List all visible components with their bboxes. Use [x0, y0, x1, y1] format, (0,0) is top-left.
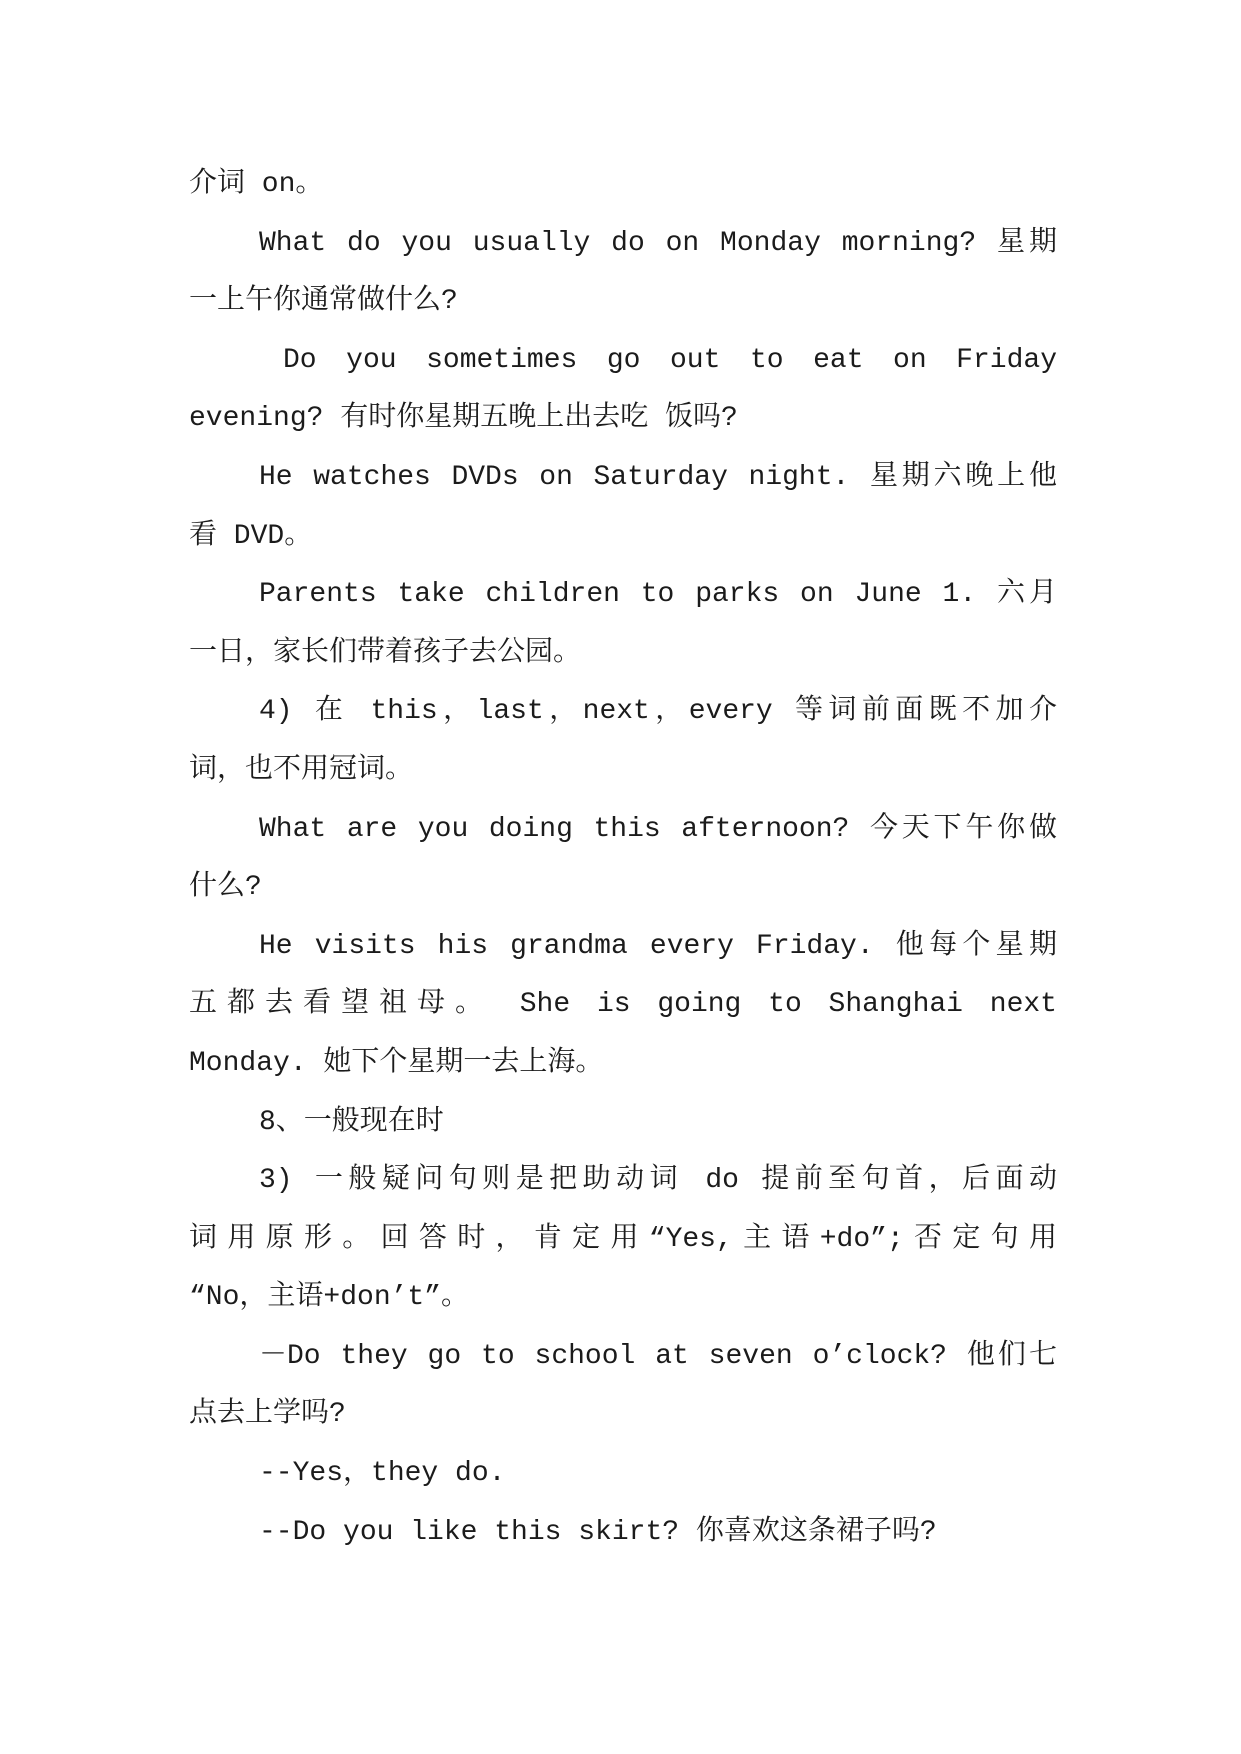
paragraph	[189, 801, 1057, 918]
text-line: Monday. 她下个星期一去上海。	[189, 1047, 604, 1079]
text-line: --Yes，they do.	[259, 1458, 506, 1490]
text-line: 词，也不用冠词。	[189, 754, 414, 786]
paragraph	[189, 1328, 1057, 1445]
paragraph	[189, 683, 1057, 800]
text-line: 点去上学吗?	[189, 1399, 346, 1431]
text-line: --Do you like this skirt? 你喜欢这条裙子吗?	[259, 1516, 937, 1548]
paragraph	[189, 918, 1057, 1094]
paragraph	[189, 332, 1057, 449]
section-heading	[189, 1094, 1057, 1153]
text-line: 4) 在 this，last，next，every 等词前面既不加介	[259, 696, 1057, 728]
text-line: 8、一般现在时	[259, 1106, 444, 1138]
text-line: 一上午你通常做什么?	[189, 286, 458, 318]
text-line: Parents take children to parks on June 1. 六月	[259, 579, 1057, 611]
paragraph	[189, 215, 1057, 332]
text-line: －Do they go to school at seven o’clock? 他们七	[259, 1340, 1057, 1372]
text-line: evening? 有时你星期五晚上出去吃 饭吗?	[189, 403, 738, 435]
document-body	[189, 156, 1057, 1562]
text-line: 词用原形。回答时，肯定用“Yes,主语+do”;否定句用	[189, 1223, 1057, 1255]
text-line: “No，主语+don’t”。	[189, 1282, 470, 1314]
paragraph	[189, 1504, 1057, 1563]
text-line: 一日，家长们带着孩子去公园。	[189, 637, 582, 669]
paragraph	[189, 449, 1057, 566]
paragraph	[189, 156, 1057, 215]
paragraph	[189, 566, 1057, 683]
text-line: 五都去看望祖母。 She is going to Shanghai next	[189, 989, 1057, 1021]
text-line: What do you usually do on Monday morning? 星期	[259, 227, 1057, 259]
text-line: He watches DVDs on Saturday night. 星期六晚上他	[259, 461, 1057, 493]
text-line: 3) 一般疑问句则是把助动词 do 提前至句首，后面动	[259, 1165, 1057, 1197]
text-line: Do you sometimes go out to eat on Friday	[283, 344, 1057, 376]
text-line: 什么?	[189, 872, 262, 904]
text-line: What are you doing this afternoon? 今天下午你做	[259, 813, 1057, 845]
text-line: 看 DVD。	[189, 520, 313, 552]
text-line: 介词 on。	[189, 169, 324, 200]
paragraph	[189, 1445, 1057, 1504]
paragraph	[189, 1152, 1057, 1328]
text-line: He visits his grandma every Friday. 他每个星期	[259, 930, 1057, 962]
